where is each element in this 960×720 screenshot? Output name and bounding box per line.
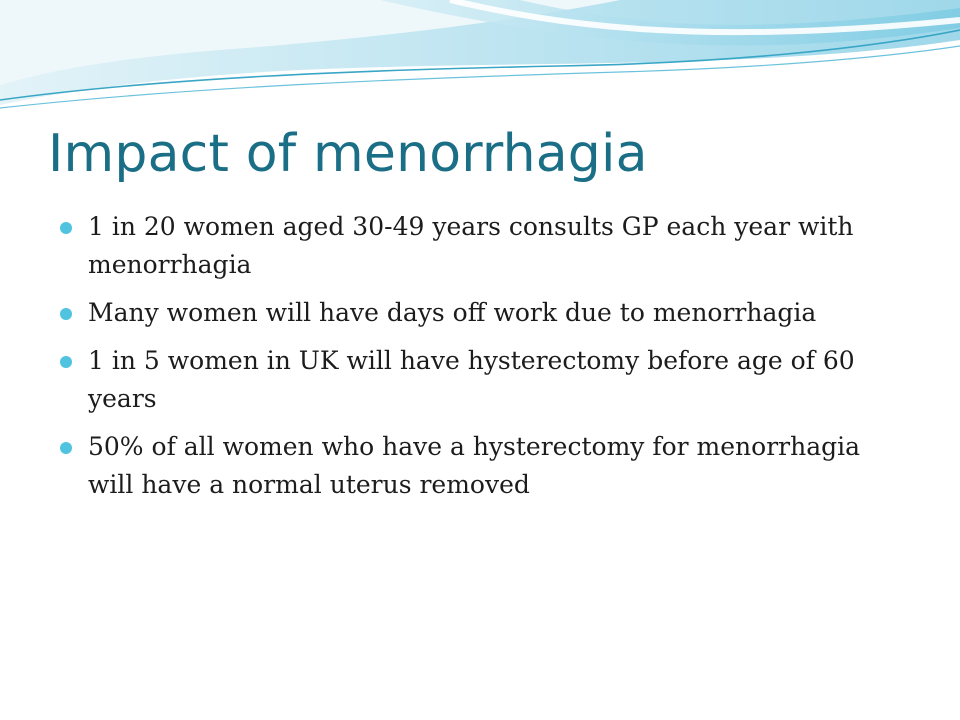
- bullet-item: [60, 294, 910, 332]
- bullet-text: 50% of all women who have a hysterectomy for menorrhagia will have a normal uterus removed: [88, 432, 861, 499]
- bullet-list: [60, 208, 910, 514]
- bullet-item: [60, 342, 910, 418]
- bullet-item: [60, 208, 910, 284]
- bullet-text: 1 in 20 women aged 30-49 years consults GP each year with menorrhagia: [88, 212, 854, 279]
- bullet-text: Many women will have days off work due to menorrhagia: [88, 298, 817, 327]
- bullet-item: [60, 428, 910, 504]
- header-wave-decoration: [0, 0, 960, 115]
- bullet-marker-icon: [60, 442, 72, 454]
- slide-title: Impact of menorrhagia: [48, 124, 648, 184]
- bullet-marker-icon: [60, 222, 72, 234]
- bullet-marker-icon: [60, 356, 72, 368]
- bullet-text: 1 in 5 women in UK will have hysterectomy before age of 60 years: [88, 346, 855, 413]
- bullet-marker-icon: [60, 308, 72, 320]
